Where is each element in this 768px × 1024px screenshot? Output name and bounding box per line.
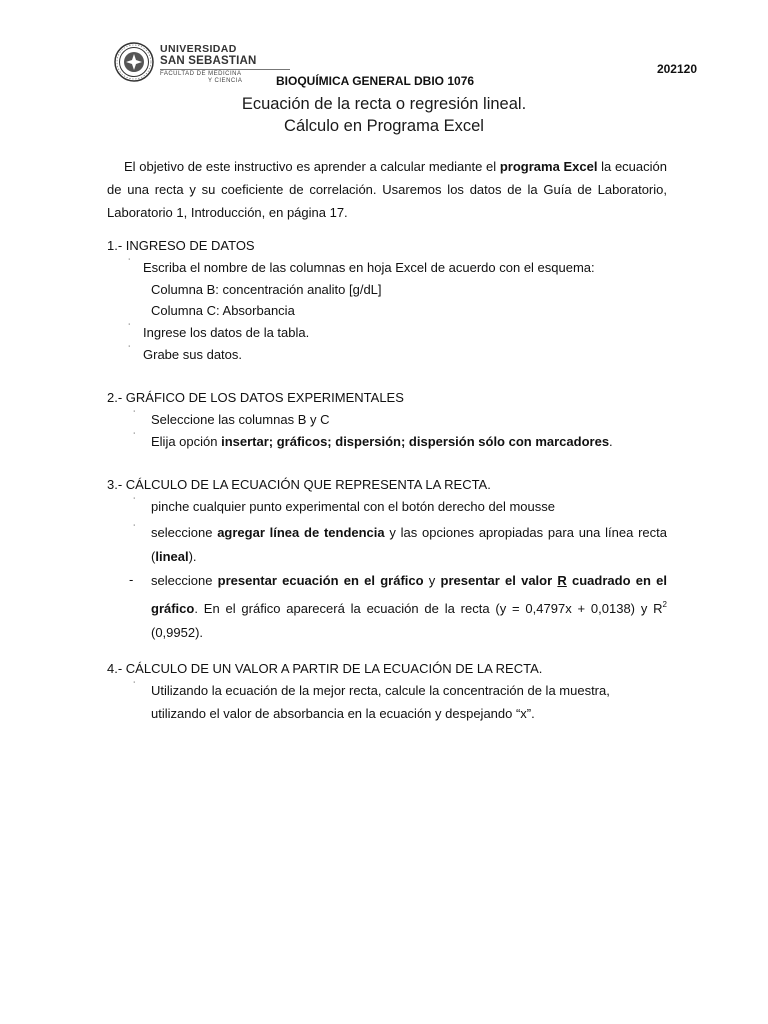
section-2-item-1: Seleccione las columnas B y C	[151, 412, 330, 427]
intro-paragraph	[107, 155, 667, 224]
section-4-heading: 4.- CÁLCULO DE UN VALOR A PARTIR DE LA ECUACIÓN DE LA RECTA.	[107, 661, 543, 676]
section-3-item-2-bold-2: lineal	[155, 549, 189, 564]
section-3-item-3-mid: y	[423, 573, 441, 588]
logo-wordmark	[160, 44, 290, 85]
section-2-item-2	[151, 434, 613, 449]
section-3-item-3-sup: 2	[662, 600, 667, 609]
section-2-item-2-post: .	[609, 434, 613, 449]
bullet-marker: ˙	[133, 681, 137, 692]
bullet-marker: ˙	[128, 323, 132, 334]
bullet-marker: ˙	[133, 524, 137, 535]
section-3-item-2	[151, 521, 667, 569]
section-3-heading: 3.- CÁLCULO DE LA ECUACIÓN QUE REPRESENTA LA RECTA.	[107, 477, 491, 492]
bullet-marker: ˙	[133, 432, 137, 443]
logo-line-4: Y CIENCIA	[208, 78, 243, 84]
university-logo	[114, 42, 284, 84]
section-1-heading: 1.- INGRESO DE DATOS	[107, 238, 255, 253]
dash-marker: -	[129, 572, 134, 587]
section-3-item-3-r: R	[557, 573, 567, 588]
section-4-item-1-line-1: Utilizando la ecuación de la mejor recta, calcule la concentración de la muestra,	[151, 683, 610, 698]
section-2-item-2-pre: Elija opción	[151, 434, 222, 449]
bullet-marker: ˙	[128, 258, 132, 269]
section-1-sub-2: Columna C: Absorbancia	[151, 303, 295, 318]
section-4-item-1-line-2: utilizando el valor de absorbancia en la ecuación y despejando “x”.	[151, 706, 535, 721]
section-3-item-3-end: (0,9952).	[151, 625, 204, 640]
section-2-item-2-bold: insertar; gráficos; dispersión; dispersión sólo con marcadores	[221, 434, 610, 449]
course-name: BIOQUÍMICA GENERAL DBIO 1076	[276, 74, 475, 88]
section-1-item-3: Grabe sus datos.	[143, 347, 242, 362]
bullet-marker: ˙	[133, 410, 137, 421]
section-3-item-2-post: ).	[188, 549, 197, 564]
section-3-item-3-text: . En el gráfico aparecerá la ecuación de la recta (y = 0,4797x + 0,0138) y R	[194, 601, 663, 616]
bullet-marker: ˙	[133, 497, 137, 508]
document-title: Ecuación de la recta o regresión lineal.	[241, 95, 527, 113]
logo-line-3: FACULTAD DE MEDICINA	[160, 69, 290, 78]
document-code: 202120	[656, 62, 697, 76]
section-2-heading: 2.- GRÁFICO DE LOS DATOS EXPERIMENTALES	[107, 390, 404, 405]
intro-text-2: la ecuación de una recta y su coeficiente de correlación. Usaremos los datos de la Guía de Laboratorio, Laboratorio 1, Introducción, en página 17.	[107, 159, 667, 220]
section-3-item-2-mid: y las opciones apropiadas para una línea recta (	[151, 525, 667, 564]
university-seal-icon	[114, 42, 154, 82]
section-1-item-1: Escriba el nombre de las columnas en hoja Excel de acuerdo con el esquema:	[143, 260, 595, 275]
logo-line-2: SAN SEBASTIAN	[160, 55, 257, 67]
section-3-item-3-pre: seleccione	[151, 573, 218, 588]
section-3-item-3-bold-1: presentar ecuación en el gráfico	[217, 573, 424, 588]
section-3-item-3-bold-3: cuadrado en el gráfico	[151, 573, 667, 616]
section-1-sub-1: Columna B: concentración analito [g/dL]	[151, 282, 382, 297]
section-3-item-1: pinche cualquier punto experimental con el botón derecho del mousse	[151, 499, 555, 514]
section-3-item-3-bold-2: presentar el valor	[440, 573, 558, 588]
section-3-item-2-pre: seleccione	[151, 525, 218, 540]
section-1-item-2: Ingrese los datos de la tabla.	[143, 325, 310, 340]
document-subtitle: Cálculo en Programa Excel	[284, 117, 484, 135]
logo-line-1: UNIVERSIDAD	[160, 43, 237, 55]
intro-bold: programa Excel	[499, 159, 598, 174]
section-3-item-2-bold-1: agregar línea de tendencia	[217, 525, 385, 540]
bullet-marker: ˙	[128, 345, 132, 356]
intro-text-1: El objetivo de este instructivo es aprender a calcular mediante el	[124, 159, 500, 174]
section-3-item-3	[151, 569, 667, 645]
